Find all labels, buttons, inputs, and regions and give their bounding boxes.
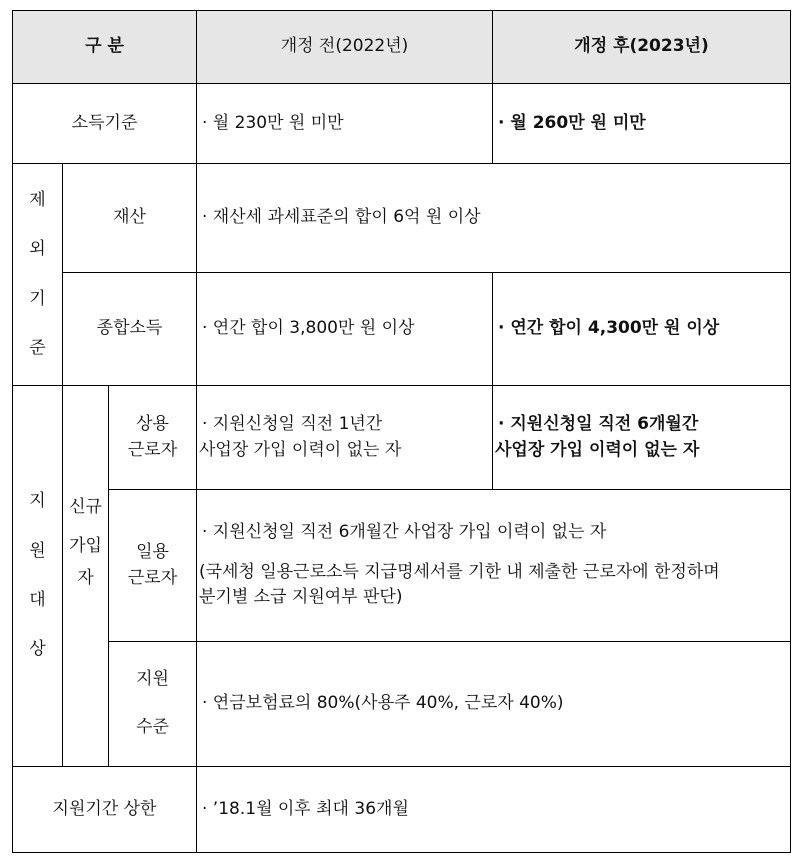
comprehensive-income-before-text: · 연간 합이 3,800만 원 이상 [202, 318, 415, 339]
support-target-char: 지 [29, 491, 46, 512]
support-level-label-line: 지원 [136, 669, 169, 690]
header-after-label: 개정 후(2023년) [574, 36, 709, 57]
property-label [62, 163, 197, 273]
new-subscriber-line: 가입 [69, 536, 102, 557]
header-before-label: 개정 전(2022년) [280, 36, 409, 57]
property-label-text: 재산 [113, 207, 146, 228]
daily-worker-label [108, 489, 197, 642]
regular-worker-after [492, 385, 791, 490]
regular-worker-before [196, 385, 493, 490]
income-before-text: · 월 230만 원 미만 [202, 112, 344, 133]
new-subscriber-line: 신규 [69, 497, 102, 518]
daily-worker-line: 분기별 소급 지원여부 판단) [199, 587, 403, 608]
exclusion-char: 제 [29, 189, 46, 210]
support-target-char: 원 [29, 540, 46, 561]
exclusion-char: 준 [29, 337, 46, 358]
property-value-text: · 재산세 과세표준의 합이 6억 원 이상 [202, 207, 481, 228]
header-category [12, 10, 197, 84]
regular-worker-before-line: · 지원신청일 직전 1년간 [202, 414, 383, 434]
regular-worker-label [108, 385, 197, 490]
support-level-value [196, 641, 791, 767]
income-label-text: 소득기준 [71, 112, 138, 133]
new-subscriber-line: 자 [77, 567, 94, 588]
support-level-label-line: 수준 [136, 717, 169, 737]
income-after [492, 83, 791, 164]
regular-worker-after-line: 사업장 가입 이력이 없는 자 [495, 439, 700, 460]
header-category-label: 구 분 [85, 36, 124, 57]
income-after-text: · 월 260만 원 미만 [498, 112, 646, 133]
comprehensive-income-after [492, 272, 791, 386]
daily-worker-label-line: 근로자 [127, 567, 178, 588]
exclusion-group-label [12, 163, 63, 386]
exclusion-char: 기 [29, 288, 46, 309]
support-level-value-text: · 연금보험료의 80%(사용주 40%, 근로자 40%) [202, 693, 564, 714]
daily-worker-line: · 지원신청일 직전 6개월간 사업장 가입 이력이 없는 자 [202, 522, 607, 543]
comprehensive-income-before [196, 272, 493, 386]
exclusion-char: 외 [29, 239, 46, 260]
daily-worker-value [196, 489, 791, 642]
income-label [12, 83, 197, 164]
regular-worker-label-line: 상용 [136, 414, 169, 434]
regular-worker-label-line: 근로자 [127, 439, 178, 460]
comprehensive-income-after-text: · 연간 합이 4,300만 원 이상 [498, 318, 720, 339]
support-level-label [108, 641, 197, 767]
daily-worker-label-line: 일용 [136, 542, 169, 562]
header-before [196, 10, 493, 84]
support-target-char: 상 [29, 639, 46, 660]
support-target-group-label [12, 385, 63, 767]
comprehensive-income-label-text: 종합소득 [96, 318, 163, 339]
income-before [196, 83, 493, 164]
daily-worker-line: (국세청 일용근로소득 지급명세서를 기한 내 제출한 근로자에 한정하며 [199, 561, 720, 582]
regular-worker-after-line: · 지원신청일 직전 6개월간 [498, 414, 699, 434]
property-value [196, 163, 791, 273]
period-limit-label [12, 766, 197, 853]
period-limit-value [196, 766, 791, 853]
header-after [492, 10, 791, 84]
regular-worker-before-line: 사업장 가입 이력이 없는 자 [199, 439, 402, 460]
comprehensive-income-label [62, 272, 197, 386]
new-subscriber-label [62, 385, 109, 767]
support-target-char: 대 [29, 590, 46, 610]
period-limit-value-text: · ’18.1월 이후 최대 36개월 [202, 798, 409, 819]
period-limit-label-text: 지원기간 상한 [52, 798, 157, 819]
